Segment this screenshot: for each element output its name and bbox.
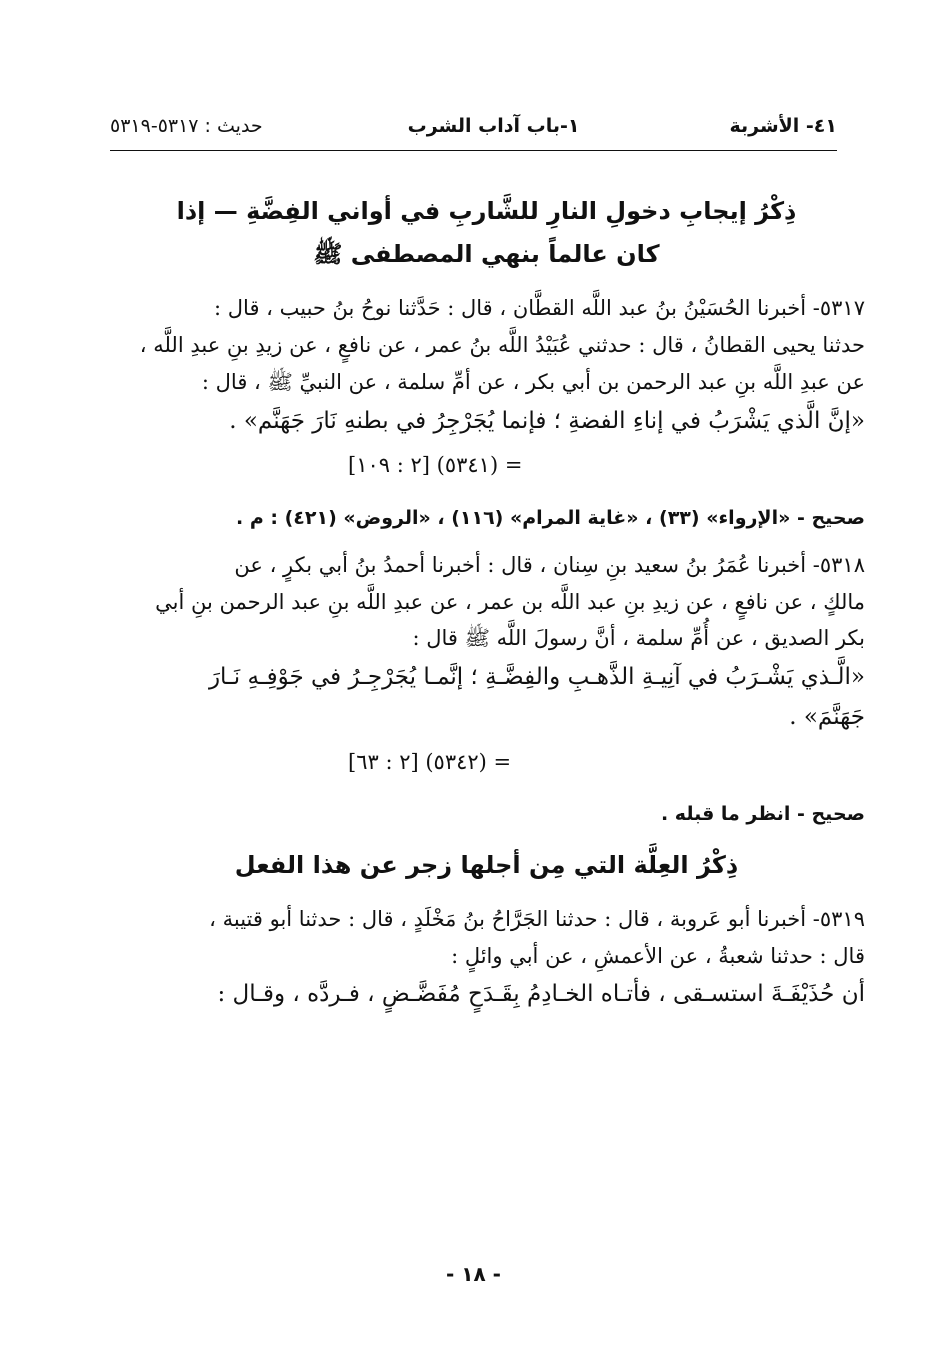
- section-heading-2-line: ذِكْرُ العِلَّة التي مِن أجلها زجر عن هذا الفعل: [234, 850, 739, 879]
- matn-line: «إنَّ الَّذي يَشْرَبُ في إناءِ الفضةِ ؛ فإنما يُجَرْجِرُ في بطنهِ نَارَ جَهَنَّم» .: [229, 407, 865, 434]
- section-heading-1-line-2: كان عالماً بنهي المصطفى ﷺ: [313, 240, 660, 269]
- reference-text: = (٥٣٤٢) [٢ : ٦٣]: [348, 749, 512, 774]
- isnad-line: ٥٣١٩- أخبرنا أبو عَروبة ، قال : حدثنا الجَرَّاحُ بنُ مَخْلَدٍ ، قال : حدثنا أبو قتيبة ،: [209, 906, 865, 931]
- isnad-line: ٥٣١٧- أخبرنا الحُسَيْنُ بنُ عبد اللَّه القطَّان ، قال : حَدَّثنا نوحُ بنُ حبيب ، قال :: [214, 296, 865, 321]
- chapter-title: ١-باب آداب الشرب: [407, 115, 580, 137]
- isnad-line: قال : حدثنا شعبةُ ، عن الأعمشِ ، عن أبي وائلٍ :: [451, 943, 865, 968]
- hadith-range: حديث : ٥٣١٧-٥٣١٩: [110, 115, 263, 137]
- isnad-line: ٥٣١٨- أخبرنا عُمَرُ بنُ سعيد بنِ سِنان ، قال : أخبرنا أحمدُ بنُ أبي بكرٍ ، عن: [234, 552, 865, 577]
- isnad-line: حدثنا يحيى القطانُ ، قال : حدثني عُبَيْدُ اللَّه بنُ عمر ، عن نافعٍ ، عن زيدِ بنِ عبدِ اللَّه ،: [139, 333, 865, 358]
- book-title: ٤١- الأشربة: [729, 115, 837, 137]
- hadith-5319-isnad: [108, 901, 865, 975]
- hadith-5317-isnad: [108, 290, 865, 400]
- section-heading-2: [108, 844, 865, 887]
- hadith-5317-text: [108, 401, 865, 441]
- isnad-line: بكر الصديق ، عن أُمِّ سلمة ، أنَّ رسولَ اللَّه ﷺ قال :: [412, 626, 865, 651]
- section-heading-1: [108, 190, 865, 276]
- hadith-5318-grading: صحيح - انظر ما قبله .: [660, 803, 865, 826]
- hadith-5318-reference: [108, 744, 865, 781]
- hadith-5318-isnad: [108, 547, 865, 657]
- page-number: - ١٨ -: [446, 1262, 501, 1286]
- matn-line: أن حُذَيْفَـةَ استسـقى ، فأتـاه الخـادِمُ بِقَـدَحٍ مُفَضَّـضٍ ، فـردَّه ، وقـال :: [217, 981, 865, 1008]
- matn-line: جَهَنَّمَ» .: [789, 704, 865, 731]
- reference-text: = (٥٣٤١) [٢ : ١٠٩]: [348, 452, 523, 477]
- hadith-5317-grading: صحيح - «الإرواء» (٣٣) ، «غاية المرام» (١١٦) ، «الروض» (٤٢١) : م .: [235, 506, 865, 529]
- isnad-line: مالكٍ ، عن نافعٍ ، عن زيدِ بنِ عبد اللَّه بن عمر ، عن عبدِ اللَّه بنِ عبد الرحمن بنِ أبي: [155, 589, 865, 614]
- hadith-5318-text: [108, 657, 865, 738]
- hadith-5317-reference: [108, 447, 865, 484]
- running-header: [110, 108, 837, 151]
- page-body: [108, 190, 865, 1015]
- matn-line: «الَّـذي يَشْـرَبُ في آنِيـةِ الذَّهـبِ والفِضَّـةِ ؛ إنَّمـا يُجَرْجِـرُ في جَوْفِـهِ نَـارَ: [208, 664, 865, 691]
- section-heading-1-line-1: ذِكْرُ إيجابِ دخولِ النارِ للشَّاربِ في أواني الفِضَّةِ — إذا: [176, 197, 797, 225]
- isnad-line: عن عبدِ اللَّه بنِ عبد الرحمن بن أبي بكر ، عن أمِّ سلمة ، عن النبيِّ ﷺ ، قال :: [201, 369, 865, 394]
- hadith-5319-text: [108, 974, 865, 1014]
